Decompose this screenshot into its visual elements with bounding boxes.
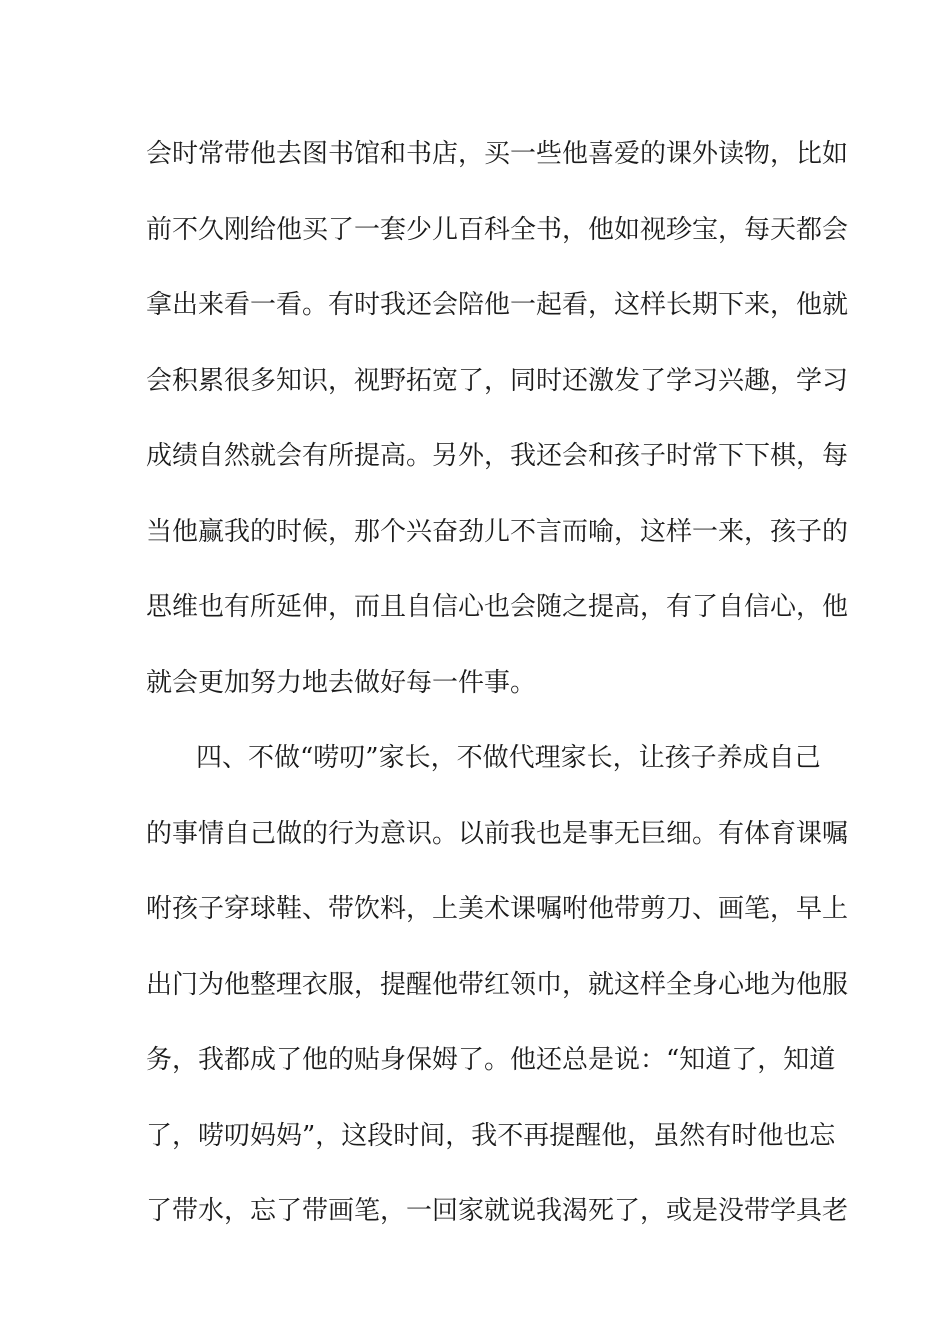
text-line: 就会更加努力地去做好每一件事。: [146, 668, 537, 698]
text-line: 四、不做“唠叨”家长，不做代理家长，让孩子养成自己: [196, 743, 821, 773]
text-line: 拿出来看一看。有时我还会陪他一起看，这样长期下来，他就: [146, 290, 849, 320]
text-line: 的事情自己做的行为意识。以前我也是事无巨细。有体育课嘱: [146, 819, 849, 849]
text-line: 了带水，忘了带画笔，一回家就说我渴死了，或是没带学具老: [146, 1196, 849, 1226]
text-line: 会时常带他去图书馆和书店，买一些他喜爱的课外读物，比如: [146, 139, 849, 169]
text-line: 出门为他整理衣服，提醒他带红领巾，就这样全身心地为他服: [146, 970, 849, 1000]
text-line: 务，我都成了他的贴身保姆了。他还总是说：“知道了，知道: [146, 1045, 836, 1075]
text-line: 了，唠叨妈妈”，这段时间，我不再提醒他，虽然有时他也忘: [146, 1121, 836, 1151]
text-line: 思维也有所延伸，而且自信心也会随之提高，有了自信心，他: [146, 592, 849, 622]
text-line: 咐孩子穿球鞋、带饮料，上美术课嘱咐他带剪刀、画笔，早上: [146, 894, 849, 924]
text-line: 前不久刚给他买了一套少儿百科全书，他如视珍宝，每天都会: [146, 215, 849, 245]
text-line: 成绩自然就会有所提高。另外，我还会和孩子时常下下棋，每: [146, 441, 849, 471]
text-line: 当他赢我的时候，那个兴奋劲儿不言而喻，这样一来，孩子的: [146, 517, 849, 547]
text-line: 会积累很多知识，视野拓宽了，同时还激发了学习兴趣，学习: [146, 366, 849, 396]
